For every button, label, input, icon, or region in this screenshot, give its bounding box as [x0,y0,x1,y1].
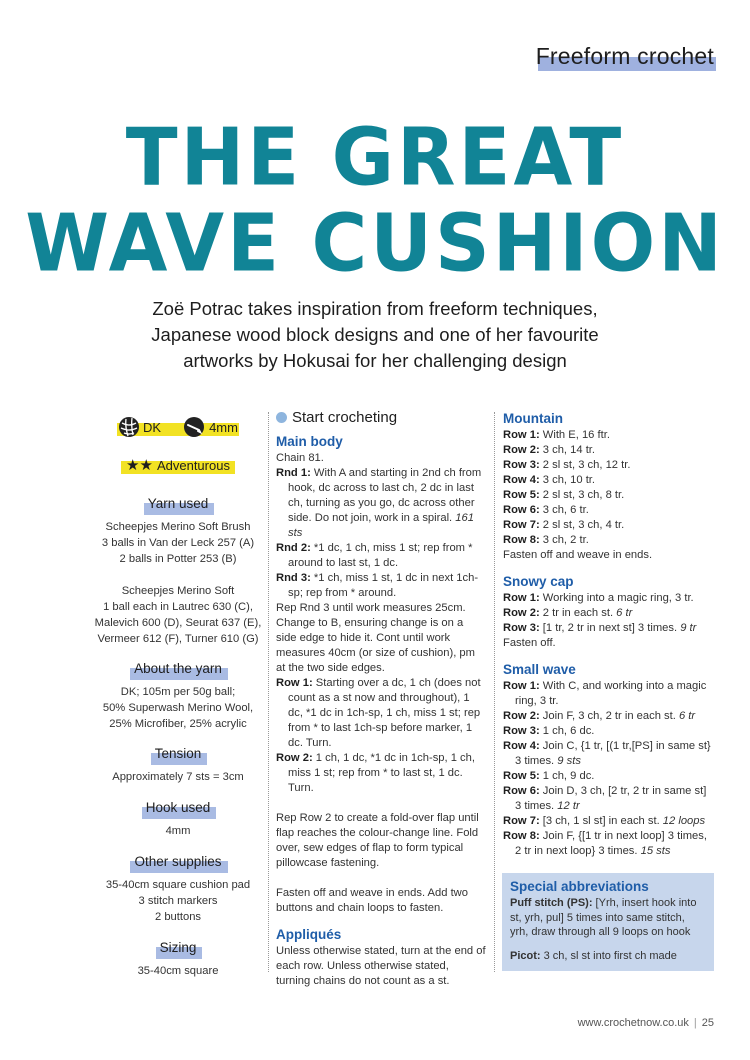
yarn-weight: DK [143,419,162,435]
star-icon: ★★ [126,457,153,474]
start-heading: Start crocheting [276,410,486,425]
fasten-off: Fasten off and weave in ends. Add two buttons and chain loops to fasten. [276,887,468,914]
column-divider [494,412,495,972]
hook-used-text: 4mm [165,825,191,837]
wave-row-6: Row 6: Join D, 3 ch, [2 tr, 2 tr in same st] 3 times. 12 tr [503,785,707,812]
skill-badge [121,452,235,478]
middle-column [276,410,486,989]
hook-size: 4mm [209,419,238,435]
yarn-ball-icon [276,412,287,423]
footer-separator: | [693,1017,697,1029]
hook-icon [183,416,205,438]
mountain-row: Row 2: 3 ch, 14 tr. [503,444,596,456]
section-tag-text: Freeform crochet [535,43,714,69]
special-heading: Special abbreviations [510,879,649,894]
about-yarn-text: DK; 105m per 50g ball; 50% Superwash Merino Wool, 25% Microfiber, 25% acrylic [102,686,254,730]
article-title-line-2: WAVE CUSHION [25,195,725,290]
standfirst-line: Zoë Potrac takes inspiration from freeform techniques, [152,298,598,319]
rnd-1: Rnd 1: With A and starting in 2nd ch from hook, dc across to last ch, 2 dc in last ch, turning as you go, dc across other side. Do not join, work in a spiral. 161 sts [276,467,482,539]
wave-row-2: Row 2: Join F, 3 ch, 2 tr in each st. 6 tr [503,710,696,722]
standfirst-line: artworks by Hokusai for her challenging design [183,350,567,371]
yarn-used-heading: Yarn used [146,496,211,511]
mountain-heading: Mountain [503,411,563,426]
sizing-text: 35-40cm square [137,965,219,977]
main-body-heading: Main body [276,434,343,449]
yarn-used-text: Scheepjes Merino Soft Brush 3 balls in Van der Leck 257 (A) 2 balls in Potter 253 (B) Scheepjes Merino Soft 1 ball each in Lautrec 630 (C), Malevich 600 (D), Seurat 637 (E), Vermeer 612 (F), Turner 610 (G) [94,521,262,645]
chain-instruction: Chain 81. [276,452,324,464]
snowy-row-2: Row 2: 2 tr in each st. 6 tr [503,607,633,619]
about-yarn-heading: About the yarn [132,661,224,676]
other-supplies-heading: Other supplies [132,854,223,869]
small-wave-heading: Small wave [503,662,576,677]
page-number: 25 [701,1017,714,1029]
section-tag [536,41,714,71]
puff-stitch: Puff stitch (PS): [Yrh, insert hook into st, yrh, pul] 5 times into same stitch, yrh, draw through all 9 loops on hook [510,897,697,938]
special-abbreviations-box [502,873,714,971]
yarn-hook-badge [117,414,239,440]
mountain-row: Row 1: With E, 16 ftr. [503,429,610,441]
snowy-row-3: Row 3: [1 tr, 2 tr in next st] 3 times. 9 tr [503,622,697,634]
standfirst [80,296,670,374]
rep-rnd-3: Rep Rnd 3 until work measures 25cm. Change to B, ensuring change is on a side edge to hide it. Cont until work measures 40cm (or size of cushion), pm at the two side edges. [276,602,475,674]
appliques-text: Unless otherwise stated, turn at the end of each row. Unless otherwise stated, turning chains do not count as a st. [276,945,486,987]
sizing-heading: Sizing [158,940,199,955]
hook-used-heading: Hook used [144,800,213,815]
right-column [503,410,715,859]
info-column [78,410,278,979]
mountain-fasten: Fasten off and weave in ends. [503,549,653,561]
standfirst-line: Japanese wood block designs and one of her favourite [151,324,599,345]
snowy-row-1: Row 1: Working into a magic ring, 3 tr. [503,592,694,604]
mountain-row: Row 6: 3 ch, 6 tr. [503,504,589,516]
yarn-ball-icon [118,416,140,438]
mountain-row: Row 5: 2 sl st, 3 ch, 8 tr. [503,489,625,501]
footer-url: www.crochetnow.co.uk [577,1017,689,1029]
row-2: Row 2: 1 ch, 1 dc, *1 dc in 1ch-sp, 1 ch, miss 1 st; rep from * to last st, 1 dc. Turn. [276,752,475,794]
wave-row-8: Row 8: Join F, {[1 tr in next loop] 3 times, 2 tr in next loop} 3 times. 15 sts [503,830,707,857]
snowy-fasten: Fasten off. [503,637,556,649]
appliques-heading: Appliqués [276,927,342,942]
wave-row-4: Row 4: Join C, {1 tr, [(1 tr,[PS] in same st} 3 times. 9 sts [503,740,711,767]
rep-row-2: Rep Row 2 to create a fold-over flap until flap reaches the colour-change line. Fold over, sew edges of flap to form typical pillowcase fastening. [276,812,479,869]
skill-level: Adventurous [156,457,230,473]
page-footer [578,1017,714,1029]
mountain-row: Row 7: 2 sl st, 3 ch, 4 tr. [503,519,625,531]
column-divider [268,412,269,972]
wave-row-3: Row 3: 1 ch, 6 dc. [503,725,595,737]
rnd-2: Rnd 2: *1 dc, 1 ch, miss 1 st; rep from * around to last st, 1 dc. [276,542,473,569]
row-1: Row 1: Starting over a dc, 1 ch (does not count as a st now and throughout), 1 dc, *1 dc in 1ch-sp, 1 ch, miss 1 st; rep from * to last 1ch-sp before marker, 1 dc. Turn. [276,677,481,749]
mountain-row: Row 8: 3 ch, 2 tr. [503,534,589,546]
tension-heading: Tension [153,746,204,761]
wave-row-7: Row 7: [3 ch, 1 sl st] in each st. 12 loops [503,815,706,827]
mountain-row: Row 3: 2 sl st, 3 ch, 12 tr. [503,459,631,471]
tension-text: Approximately 7 sts = 3cm [112,771,244,783]
snowy-cap-heading: Snowy cap [503,574,574,589]
mountain-row: Row 4: 3 ch, 10 tr. [503,474,596,486]
wave-row-5: Row 5: 1 ch, 9 dc. [503,770,595,782]
picot: Picot: 3 ch, sl st into first ch made [510,949,677,962]
wave-row-1: Row 1: With C, and working into a magic ring, 3 tr. [503,680,707,707]
rnd-3: Rnd 3: *1 ch, miss 1 st, 1 dc in next 1ch-sp; rep from * around. [276,572,479,599]
other-supplies-text: 35-40cm square cushion pad 3 stitch markers 2 buttons [105,879,251,923]
article-title-line-1: THE GREAT [125,109,625,204]
